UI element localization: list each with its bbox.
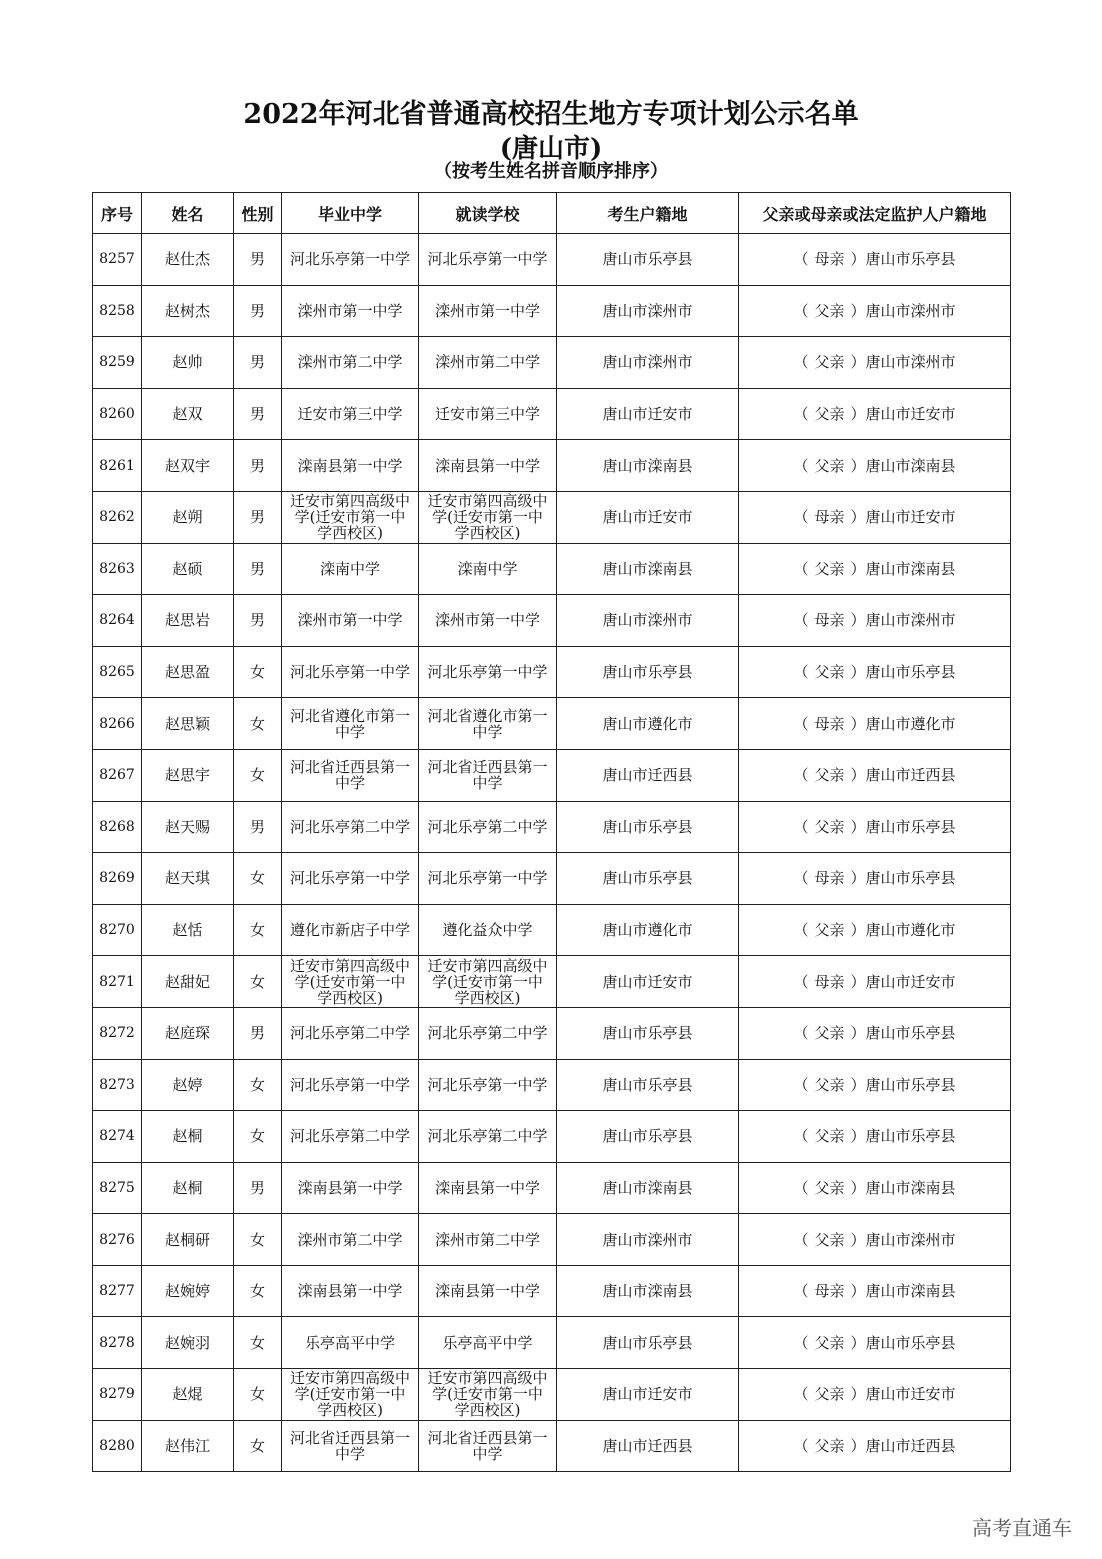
cell-name: 赵桐 (142, 1162, 234, 1214)
table-row (93, 698, 1011, 750)
cell-name: 赵焜 (142, 1369, 234, 1421)
cell-hukou: 唐山市乐亭县 (557, 1317, 739, 1369)
cell-guardian-hukou: （ 父亲 ）唐山市迁安市 (739, 388, 1011, 440)
cell-grad-school: 滦南中学 (282, 543, 419, 595)
cell-grad-school: 河北乐亭第一中学 (282, 853, 419, 905)
table-row (93, 1007, 1011, 1059)
cell-grad-school: 迁安市第四高级中学(迁安市第一中学西校区) (282, 956, 419, 1008)
cell-seq: 8271 (93, 956, 142, 1008)
cell-guardian-hukou: （ 父亲 ）唐山市遵化市 (739, 904, 1011, 956)
cell-name: 赵仕杰 (142, 234, 234, 286)
cell-gender: 女 (234, 749, 282, 801)
cell-grad-school: 河北省迁西县第一中学 (282, 1420, 419, 1472)
cell-seq: 8270 (93, 904, 142, 956)
cell-hukou: 唐山市滦南县 (557, 543, 739, 595)
cell-guardian-hukou: （ 母亲 ）唐山市迁安市 (739, 956, 1011, 1008)
cell-name: 赵双 (142, 388, 234, 440)
cell-hukou: 唐山市滦南县 (557, 1162, 739, 1214)
guardian-hukou-place: 唐山市乐亭县 (865, 1333, 956, 1352)
cell-gender: 女 (234, 698, 282, 750)
cell-study-school: 河北乐亭第一中学 (419, 646, 557, 698)
document-subtitle-city: (唐山市) (499, 134, 603, 164)
cell-name: 赵恬 (142, 904, 234, 956)
cell-name: 赵桐 (142, 1111, 234, 1163)
guardian-relation: 父亲 (814, 766, 845, 785)
guardian-relation: 父亲 (814, 1230, 845, 1249)
table-row (93, 1420, 1011, 1472)
table-row (93, 1162, 1011, 1214)
guardian-relation: 父亲 (814, 817, 845, 836)
cell-guardian-hukou: （ 母亲 ）唐山市乐亭县 (739, 853, 1011, 905)
guardian-hukou-place: 唐山市乐亭县 (865, 1127, 956, 1146)
cell-gender: 女 (234, 646, 282, 698)
document-sort-note: （按考生姓名拼音顺序排序） (434, 161, 668, 182)
cell-grad-school: 滦南县第一中学 (282, 1162, 419, 1214)
cell-name: 赵婉羽 (142, 1317, 234, 1369)
table-row (93, 853, 1011, 905)
guardian-relation: 母亲 (814, 869, 845, 888)
cell-grad-school: 河北乐亭第一中学 (282, 646, 419, 698)
cell-guardian-hukou: （ 父亲 ）唐山市迁西县 (739, 749, 1011, 801)
cell-guardian-hukou: （ 父亲 ）唐山市乐亭县 (739, 1059, 1011, 1111)
cell-hukou: 唐山市滦州市 (557, 285, 739, 337)
cell-gender: 女 (234, 1214, 282, 1266)
guardian-hukou-place: 唐山市迁安市 (865, 1385, 956, 1404)
guardian-hukou-place: 唐山市乐亭县 (865, 1024, 956, 1043)
cell-study-school: 河北省迁西县第一中学 (419, 749, 557, 801)
guardian-hukou-place: 唐山市迁安市 (865, 972, 956, 991)
cell-grad-school: 滦州市第二中学 (282, 337, 419, 389)
cell-study-school: 河北乐亭第一中学 (419, 1059, 557, 1111)
cell-grad-school: 滦南县第一中学 (282, 1265, 419, 1317)
guardian-relation: 父亲 (814, 1024, 845, 1043)
cell-gender: 女 (234, 853, 282, 905)
cell-seq: 8266 (93, 698, 142, 750)
guardian-hukou-place: 唐山市乐亭县 (865, 663, 956, 682)
guardian-relation: 父亲 (814, 456, 845, 475)
guardian-relation: 母亲 (814, 250, 845, 269)
cell-seq: 8257 (93, 234, 142, 286)
cell-gender: 男 (234, 801, 282, 853)
cell-study-school: 乐亭高平中学 (419, 1317, 557, 1369)
guardian-hukou-place: 唐山市滦南县 (865, 559, 956, 578)
cell-hukou: 唐山市滦南县 (557, 440, 739, 492)
cell-hukou: 唐山市乐亭县 (557, 1111, 739, 1163)
cell-name: 赵思岩 (142, 595, 234, 647)
cell-hukou: 唐山市迁西县 (557, 749, 739, 801)
cell-seq: 8263 (93, 543, 142, 595)
guardian-hukou-place: 唐山市滦州市 (865, 353, 956, 372)
guardian-relation: 父亲 (814, 1075, 845, 1094)
cell-study-school: 河北省迁西县第一中学 (419, 1420, 557, 1472)
guardian-relation: 母亲 (814, 972, 845, 991)
cell-name: 赵思颖 (142, 698, 234, 750)
cell-name: 赵婷 (142, 1059, 234, 1111)
cell-gender: 女 (234, 1265, 282, 1317)
guardian-hukou-place: 唐山市滦州市 (865, 1230, 956, 1249)
header-name: 姓名 (142, 193, 234, 234)
table-row (93, 440, 1011, 492)
cell-grad-school: 迁安市第四高级中学(迁安市第一中学西校区) (282, 1369, 419, 1421)
cell-grad-school: 滦州市第二中学 (282, 1214, 419, 1266)
cell-seq: 8261 (93, 440, 142, 492)
cell-hukou: 唐山市遵化市 (557, 698, 739, 750)
table-row (93, 1317, 1011, 1369)
cell-seq: 8262 (93, 491, 142, 543)
guardian-relation: 母亲 (814, 611, 845, 630)
cell-hukou: 唐山市滦州市 (557, 337, 739, 389)
guardian-hukou-place: 唐山市滦南县 (865, 456, 956, 475)
cell-guardian-hukou: （ 父亲 ）唐山市乐亭县 (739, 1111, 1011, 1163)
cell-gender: 女 (234, 1420, 282, 1472)
cell-guardian-hukou: （ 父亲 ）唐山市滦南县 (739, 440, 1011, 492)
cell-hukou: 唐山市迁安市 (557, 1369, 739, 1421)
cell-seq: 8273 (93, 1059, 142, 1111)
cell-grad-school: 滦州市第一中学 (282, 595, 419, 647)
cell-name: 赵婉婷 (142, 1265, 234, 1317)
cell-study-school: 滦州市第一中学 (419, 285, 557, 337)
table-row (93, 1265, 1011, 1317)
guardian-relation: 父亲 (814, 1127, 845, 1146)
guardian-hukou-place: 唐山市滦南县 (865, 1282, 956, 1301)
guardian-hukou-place: 唐山市迁安市 (865, 405, 956, 424)
guardian-hukou-place: 唐山市乐亭县 (865, 817, 956, 836)
cell-study-school: 河北省遵化市第一中学 (419, 698, 557, 750)
cell-grad-school: 迁安市第四高级中学(迁安市第一中学西校区) (282, 491, 419, 543)
table-row (93, 595, 1011, 647)
cell-study-school: 迁安市第四高级中学(迁安市第一中学西校区) (419, 491, 557, 543)
table-row (93, 646, 1011, 698)
cell-gender: 男 (234, 1007, 282, 1059)
cell-seq: 8269 (93, 853, 142, 905)
cell-seq: 8259 (93, 337, 142, 389)
cell-name: 赵桐研 (142, 1214, 234, 1266)
cell-guardian-hukou: （ 父亲 ）唐山市滦州市 (739, 337, 1011, 389)
header-hukou: 考生户籍地 (557, 193, 739, 234)
table-row (93, 1111, 1011, 1163)
guardian-hukou-place: 唐山市乐亭县 (865, 1075, 956, 1094)
cell-grad-school: 迁安市第三中学 (282, 388, 419, 440)
cell-gender: 男 (234, 285, 282, 337)
header-seq: 序号 (93, 193, 142, 234)
cell-hukou: 唐山市迁安市 (557, 388, 739, 440)
table-row (93, 1369, 1011, 1421)
cell-grad-school: 河北乐亭第一中学 (282, 1059, 419, 1111)
cell-seq: 8260 (93, 388, 142, 440)
cell-name: 赵天赐 (142, 801, 234, 853)
cell-hukou: 唐山市滦南县 (557, 1265, 739, 1317)
cell-study-school: 滦州市第二中学 (419, 1214, 557, 1266)
cell-gender: 女 (234, 1317, 282, 1369)
cell-study-school: 滦南中学 (419, 543, 557, 595)
guardian-hukou-place: 唐山市滦州市 (865, 611, 956, 630)
cell-guardian-hukou: （ 母亲 ）唐山市乐亭县 (739, 234, 1011, 286)
table-row (93, 749, 1011, 801)
cell-hukou: 唐山市滦州市 (557, 595, 739, 647)
cell-study-school: 河北乐亭第一中学 (419, 234, 557, 286)
cell-hukou: 唐山市乐亭县 (557, 646, 739, 698)
table-row (93, 491, 1011, 543)
guardian-hukou-place: 唐山市滦南县 (865, 1178, 956, 1197)
cell-guardian-hukou: （ 父亲 ）唐山市迁安市 (739, 1369, 1011, 1421)
cell-guardian-hukou: （ 母亲 ）唐山市滦州市 (739, 595, 1011, 647)
cell-seq: 8276 (93, 1214, 142, 1266)
table-row (93, 904, 1011, 956)
cell-gender: 男 (234, 1162, 282, 1214)
cell-seq: 8264 (93, 595, 142, 647)
table-row (93, 1214, 1011, 1266)
cell-name: 赵伟江 (142, 1420, 234, 1472)
cell-study-school: 河北乐亭第一中学 (419, 853, 557, 905)
cell-hukou: 唐山市乐亭县 (557, 1059, 739, 1111)
cell-study-school: 滦州市第一中学 (419, 595, 557, 647)
cell-gender: 男 (234, 337, 282, 389)
cell-grad-school: 河北省迁西县第一中学 (282, 749, 419, 801)
cell-study-school: 滦南县第一中学 (419, 1265, 557, 1317)
guardian-relation: 父亲 (814, 1436, 845, 1455)
table-row (93, 388, 1011, 440)
table-row (93, 543, 1011, 595)
cell-guardian-hukou: （ 母亲 ）唐山市滦南县 (739, 1265, 1011, 1317)
cell-hukou: 唐山市迁安市 (557, 956, 739, 1008)
cell-name: 赵朔 (142, 491, 234, 543)
watermark: 高考直通车 (972, 1516, 1072, 1540)
cell-grad-school: 河北乐亭第二中学 (282, 1007, 419, 1059)
guardian-relation: 母亲 (814, 714, 845, 733)
cell-gender: 男 (234, 491, 282, 543)
cell-study-school: 滦南县第一中学 (419, 1162, 557, 1214)
guardian-relation: 父亲 (814, 353, 845, 372)
cell-hukou: 唐山市乐亭县 (557, 801, 739, 853)
guardian-relation: 父亲 (814, 921, 845, 940)
guardian-hukou-place: 唐山市滦州市 (865, 301, 956, 320)
cell-seq: 8268 (93, 801, 142, 853)
cell-grad-school: 滦南县第一中学 (282, 440, 419, 492)
cell-guardian-hukou: （ 父亲 ）唐山市迁西县 (739, 1420, 1011, 1472)
cell-seq: 8279 (93, 1369, 142, 1421)
cell-guardian-hukou: （ 母亲 ）唐山市遵化市 (739, 698, 1011, 750)
cell-name: 赵天琪 (142, 853, 234, 905)
header-gender: 性别 (234, 193, 282, 234)
cell-hukou: 唐山市迁西县 (557, 1420, 739, 1472)
cell-gender: 女 (234, 1059, 282, 1111)
cell-gender: 男 (234, 388, 282, 440)
cell-guardian-hukou: （ 父亲 ）唐山市乐亭县 (739, 646, 1011, 698)
cell-study-school: 河北乐亭第二中学 (419, 1007, 557, 1059)
guardian-relation: 父亲 (814, 405, 845, 424)
guardian-relation: 母亲 (814, 508, 845, 527)
cell-gender: 男 (234, 595, 282, 647)
cell-study-school: 河北乐亭第二中学 (419, 801, 557, 853)
cell-grad-school: 河北乐亭第二中学 (282, 801, 419, 853)
cell-seq: 8275 (93, 1162, 142, 1214)
roster-table (92, 192, 1011, 1472)
cell-name: 赵思盈 (142, 646, 234, 698)
cell-guardian-hukou: （ 父亲 ）唐山市滦州市 (739, 1214, 1011, 1266)
cell-grad-school: 河北省遵化市第一中学 (282, 698, 419, 750)
header-study-school: 就读学校 (419, 193, 557, 234)
cell-guardian-hukou: （ 母亲 ）唐山市迁安市 (739, 491, 1011, 543)
cell-grad-school: 乐亭高平中学 (282, 1317, 419, 1369)
cell-seq: 8272 (93, 1007, 142, 1059)
cell-seq: 8277 (93, 1265, 142, 1317)
cell-name: 赵硕 (142, 543, 234, 595)
guardian-relation: 父亲 (814, 1385, 845, 1404)
guardian-hukou-place: 唐山市乐亭县 (865, 869, 956, 888)
guardian-relation: 父亲 (814, 1178, 845, 1197)
guardian-relation: 母亲 (814, 1282, 845, 1301)
table-row (93, 285, 1011, 337)
cell-name: 赵思宇 (142, 749, 234, 801)
cell-gender: 男 (234, 234, 282, 286)
cell-guardian-hukou: （ 父亲 ）唐山市滦州市 (739, 285, 1011, 337)
cell-gender: 女 (234, 1369, 282, 1421)
cell-guardian-hukou: （ 父亲 ）唐山市乐亭县 (739, 801, 1011, 853)
cell-name: 赵甜妃 (142, 956, 234, 1008)
cell-seq: 8280 (93, 1420, 142, 1472)
cell-hukou: 唐山市滦州市 (557, 1214, 739, 1266)
cell-grad-school: 滦州市第一中学 (282, 285, 419, 337)
cell-name: 赵双宇 (142, 440, 234, 492)
cell-study-school: 滦南县第一中学 (419, 440, 557, 492)
table-row (93, 234, 1011, 286)
cell-gender: 男 (234, 543, 282, 595)
cell-grad-school: 河北乐亭第一中学 (282, 234, 419, 286)
guardian-hukou-place: 唐山市遵化市 (865, 921, 956, 940)
cell-seq: 8278 (93, 1317, 142, 1369)
cell-gender: 男 (234, 440, 282, 492)
cell-gender: 女 (234, 1111, 282, 1163)
cell-hukou: 唐山市乐亭县 (557, 234, 739, 286)
cell-grad-school: 遵化市新店子中学 (282, 904, 419, 956)
cell-study-school: 迁安市第四高级中学(迁安市第一中学西校区) (419, 956, 557, 1008)
guardian-relation: 父亲 (814, 301, 845, 320)
cell-guardian-hukou: （ 父亲 ）唐山市滦南县 (739, 1162, 1011, 1214)
table-row (93, 1059, 1011, 1111)
cell-seq: 8258 (93, 285, 142, 337)
guardian-relation: 父亲 (814, 1333, 845, 1352)
cell-study-school: 遵化益众中学 (419, 904, 557, 956)
cell-seq: 8265 (93, 646, 142, 698)
cell-hukou: 唐山市乐亭县 (557, 1007, 739, 1059)
guardian-hukou-place: 唐山市乐亭县 (865, 250, 956, 269)
cell-guardian-hukou: （ 父亲 ）唐山市滦南县 (739, 543, 1011, 595)
table-row (93, 956, 1011, 1008)
guardian-relation: 父亲 (814, 559, 845, 578)
table-row (93, 337, 1011, 389)
cell-hukou: 唐山市迁安市 (557, 491, 739, 543)
cell-guardian-hukou: （ 父亲 ）唐山市乐亭县 (739, 1007, 1011, 1059)
guardian-hukou-place: 唐山市迁西县 (865, 1436, 956, 1455)
cell-study-school: 滦州市第二中学 (419, 337, 557, 389)
table-row (93, 801, 1011, 853)
cell-study-school: 迁安市第四高级中学(迁安市第一中学西校区) (419, 1369, 557, 1421)
cell-hukou: 唐山市乐亭县 (557, 853, 739, 905)
cell-seq: 8267 (93, 749, 142, 801)
cell-study-school: 迁安市第三中学 (419, 388, 557, 440)
cell-grad-school: 河北乐亭第二中学 (282, 1111, 419, 1163)
cell-name: 赵帅 (142, 337, 234, 389)
cell-study-school: 河北乐亭第二中学 (419, 1111, 557, 1163)
cell-gender: 女 (234, 956, 282, 1008)
guardian-hukou-place: 唐山市迁西县 (865, 766, 956, 785)
guardian-hukou-place: 唐山市迁安市 (865, 508, 956, 527)
cell-guardian-hukou: （ 父亲 ）唐山市乐亭县 (739, 1317, 1011, 1369)
header-guardian-hukou: 父亲或母亲或法定监护人户籍地 (739, 193, 1011, 234)
cell-hukou: 唐山市遵化市 (557, 904, 739, 956)
cell-name: 赵庭琛 (142, 1007, 234, 1059)
cell-gender: 女 (234, 904, 282, 956)
cell-name: 赵树杰 (142, 285, 234, 337)
cell-seq: 8274 (93, 1111, 142, 1163)
table-header-row (93, 193, 1011, 234)
document-title: 2022年河北省普通高校招生地方专项计划公示名单 (243, 99, 859, 130)
guardian-relation: 父亲 (814, 663, 845, 682)
header-grad-school: 毕业中学 (282, 193, 419, 234)
guardian-hukou-place: 唐山市遵化市 (865, 714, 956, 733)
